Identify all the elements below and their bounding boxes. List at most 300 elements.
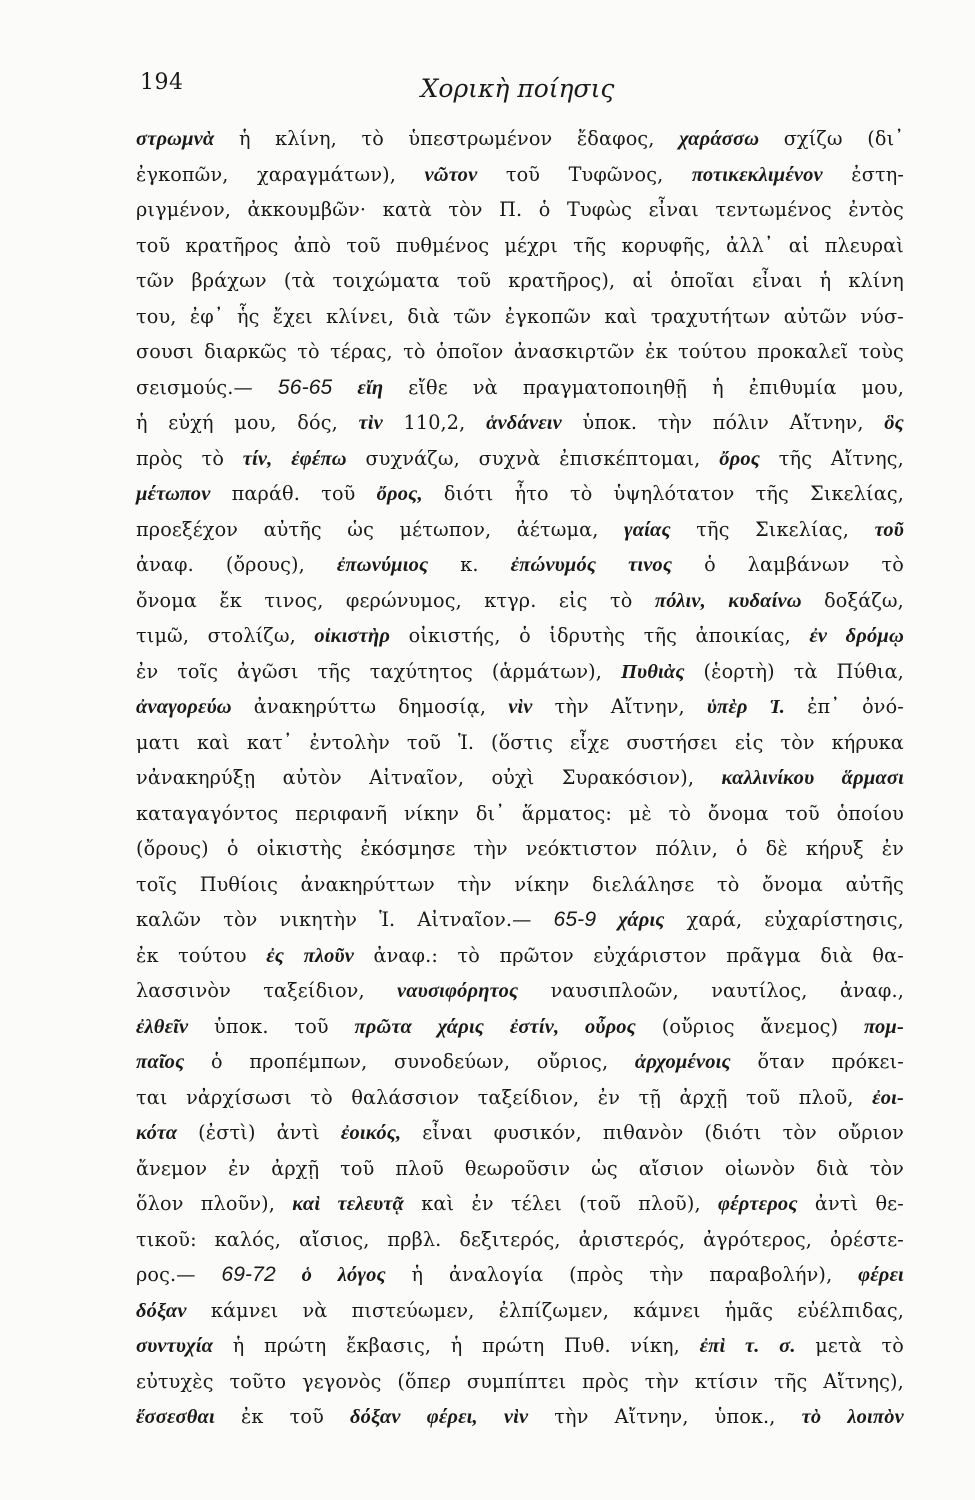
word: ἐκ: [136, 943, 159, 967]
word: τὸ: [716, 872, 740, 896]
word: μέτωπον,: [399, 517, 492, 541]
word: Συρακόσιον),: [561, 766, 695, 789]
word: (ὄρους): [136, 837, 209, 860]
word: τοῦ: [785, 801, 820, 825]
word: (ἐστὶ): [198, 1121, 256, 1144]
word: (ὅστις: [491, 730, 553, 754]
word: μου,: [234, 411, 277, 434]
word: Αἴτνης,: [830, 446, 904, 470]
word: (ἁρμάτων),: [491, 659, 603, 683]
word: μὲ: [628, 801, 652, 825]
word: ἐπιθυμία: [748, 375, 837, 399]
lemma-word: χαράσσω: [679, 128, 760, 150]
word: Πυθ.: [564, 1334, 611, 1357]
word: τεντωμένος: [715, 198, 832, 221]
word: ὁποῖον: [436, 340, 504, 363]
lemma-word: ἐπὶ: [699, 1335, 726, 1357]
text-line: [136, 660, 904, 696]
word: τὴν: [473, 837, 508, 860]
word: ἀκκουμβῶν·: [247, 198, 367, 221]
line-reference: 56-65: [277, 375, 333, 399]
word: τὴν: [657, 411, 693, 434]
word: παραβολήν),: [709, 1263, 833, 1286]
lemma-word: νὶν: [508, 696, 533, 718]
word: δεξιτερός,: [459, 1227, 561, 1251]
word: τὸ: [201, 446, 225, 470]
word: λασσινὸν: [136, 979, 231, 1002]
word: εὐχαρίστησις,: [764, 908, 904, 931]
word: τὸ: [881, 553, 904, 576]
text-line: [136, 1015, 904, 1051]
text-line: [136, 376, 904, 412]
word: ὄνομα: [707, 801, 769, 825]
word: ἧς: [236, 304, 260, 328]
lemma-word: κότα: [136, 1122, 178, 1144]
lemma-word: πομ-: [863, 1015, 904, 1038]
word: ἀέτωμα,: [516, 517, 599, 541]
word: ὁ: [538, 198, 551, 221]
word: ἐκ: [240, 1405, 264, 1428]
word: ὑποκ.: [582, 411, 638, 434]
word: (τὰ: [283, 269, 316, 292]
word: ἐστη-: [851, 162, 904, 186]
word: ὁ: [704, 553, 716, 576]
word: ἀρχῇ: [271, 1156, 320, 1180]
lemma-word: φέρει: [858, 1264, 904, 1286]
word: κήρυξ: [805, 837, 864, 860]
word: νύσ-: [860, 304, 904, 328]
word: ναυτίλος,: [711, 979, 808, 1002]
text-line: [136, 624, 904, 660]
text-line: [136, 234, 904, 270]
word: οἰκιστὴς: [256, 837, 343, 860]
word: ἔδαφος,: [576, 127, 655, 150]
word: ὁποῖαι: [670, 269, 735, 292]
word: τοῦ: [346, 233, 381, 257]
word: πλοῦ,: [798, 1085, 854, 1109]
word: κατὰ: [382, 198, 432, 221]
word: ἔκβασις,: [346, 1334, 432, 1357]
word: τὸ: [881, 1334, 904, 1357]
word: συνοδεύων,: [394, 1050, 511, 1073]
word: ὁποίου: [836, 801, 904, 825]
word: τῆς: [317, 659, 351, 683]
lemma-word: τίν,: [242, 447, 273, 470]
word: νεόκτιστον: [525, 837, 638, 860]
word: τοῦτο: [229, 1369, 287, 1393]
word: θα-: [872, 943, 904, 967]
lemma-word: ἐφέπω: [291, 447, 347, 470]
word: τὴν: [554, 695, 589, 718]
text-line: [136, 447, 904, 483]
lemma-word: τὶν: [358, 412, 383, 434]
word: ἀναφ.,: [839, 979, 904, 1002]
word: Π.: [499, 198, 523, 221]
lemma-word: ἔσσεσθαι: [136, 1406, 215, 1428]
lemma-word: ἐς: [266, 944, 285, 967]
word: καὶ: [197, 730, 230, 754]
word: ὡς: [591, 1156, 618, 1180]
word: ἡ: [232, 1334, 245, 1357]
lemma-word: γαίας: [624, 518, 671, 541]
word: πραγματοποιηθῇ: [522, 375, 688, 399]
word: ὄνομα: [762, 872, 824, 896]
text-line: [136, 766, 904, 802]
word: δοξάζω,: [824, 588, 904, 612]
word: ἦτο: [514, 482, 549, 505]
word: του,: [136, 304, 177, 328]
text-line: [136, 340, 904, 376]
word: ματι: [136, 730, 181, 754]
word: (τοῦ: [579, 1192, 622, 1215]
lemma-word: κυδαίνω: [728, 589, 802, 612]
word: πρώτη: [264, 1334, 327, 1357]
text-line: [136, 305, 904, 341]
word: οὐχὶ: [491, 766, 535, 789]
word: καλῶν: [136, 908, 202, 931]
word: (ἑορτὴ): [703, 659, 775, 683]
word: πυθμένος: [395, 233, 490, 257]
word: Ἱ.: [379, 908, 396, 931]
word: τούτου: [178, 943, 247, 967]
word: διότι: [443, 482, 494, 505]
word: Αἴτνης),: [823, 1369, 904, 1393]
word: κτγρ.: [484, 588, 537, 612]
lemma-word: δόξαν: [349, 1406, 401, 1428]
lemma-word: ἐλθεῖν: [136, 1015, 189, 1038]
lemma-word: ἀναγορεύω: [136, 696, 232, 718]
word: φερώνυμος,: [345, 588, 462, 612]
word: ὡς: [347, 517, 374, 541]
word: τῆς: [778, 446, 813, 470]
word: ὑποκ.,: [714, 1405, 776, 1428]
text-line: [136, 269, 904, 305]
word: θεωροῦσιν: [464, 1156, 571, 1180]
lemma-word: ὄρος,: [376, 483, 423, 505]
word: κλίνη,: [275, 127, 337, 150]
word: ταξείδιον,: [477, 1085, 580, 1109]
word: Σικελίας,: [810, 482, 904, 505]
word: ὑπεστρωμένον: [408, 127, 553, 150]
word: χαραγμάτων),: [257, 162, 397, 186]
word: κορυφῆς,: [621, 233, 712, 257]
text-line: [136, 731, 904, 767]
text-line: [136, 411, 904, 447]
word: τέλει: [510, 1192, 562, 1215]
word: ἐν: [136, 659, 159, 683]
word: τοῦ: [456, 269, 492, 292]
word: ἀνακηρύττω: [253, 695, 377, 718]
word: ἡ: [819, 269, 832, 292]
word: εἶναι: [422, 1121, 473, 1144]
word: κτίσιν: [694, 1369, 759, 1393]
word: ἐν: [881, 837, 904, 860]
text-line: [136, 1334, 904, 1370]
word: θαλάσσιον: [351, 1085, 460, 1109]
word: τὸν: [223, 908, 258, 931]
word: 110,2,: [403, 411, 466, 434]
word: καλός,: [214, 1227, 282, 1251]
word: Αἴτνην,: [610, 695, 685, 718]
word: οἰωνὸν: [724, 1156, 796, 1180]
word: χαρά,: [686, 908, 743, 931]
word: πρώτη: [482, 1334, 545, 1357]
running-title: Χορικὴ ποίησις: [420, 74, 615, 103]
word: τὸ: [361, 127, 384, 150]
word: ἅρματος:: [521, 801, 612, 825]
lemma-word: ἐστίν,: [509, 1015, 560, 1038]
lemma-word: τὸ: [801, 1406, 822, 1428]
text-line: [136, 589, 904, 625]
lemma-word: τοῦ: [874, 518, 904, 541]
text-line: [136, 127, 904, 163]
word: τινος,: [264, 588, 324, 612]
word: τὴν: [649, 1263, 684, 1286]
word: εὐτυχὲς: [136, 1369, 214, 1393]
word: τὸν: [869, 1156, 904, 1180]
word: Αἰτναῖον,: [369, 766, 465, 789]
word: κατ᾽: [246, 730, 293, 754]
word: τιμῶ,: [136, 624, 190, 647]
word: ἀγῶσι: [237, 659, 299, 683]
word: δι᾽: [475, 801, 505, 825]
word: τὸ: [609, 588, 633, 612]
lemma-word: χάρις: [618, 909, 665, 931]
page-number: 194: [140, 70, 184, 95]
text-line: [136, 908, 904, 944]
word: πρβλ.: [387, 1227, 442, 1251]
word: Πύθια,: [836, 659, 904, 683]
text-line: [136, 553, 904, 589]
text-line: [136, 1370, 904, 1406]
lemma-word: φέρτερος: [718, 1193, 798, 1215]
lemma-word: δρόμῳ: [845, 625, 904, 647]
text-line: [136, 695, 904, 731]
word: ὅταν: [757, 1050, 805, 1073]
word: Ἱ.: [457, 730, 475, 754]
word: τέρας,: [330, 340, 393, 363]
word: διὰ: [407, 304, 440, 328]
word: τοῦ: [294, 1014, 329, 1038]
lemma-word: φέρει,: [426, 1406, 478, 1428]
lemma-word: νῶτον: [424, 163, 478, 186]
lemma-word: ἐοι-: [872, 1086, 904, 1109]
word: τοῦ: [321, 482, 356, 505]
word: τοὺς: [858, 340, 904, 363]
word: (πρὸς: [569, 1263, 624, 1286]
lemma-word: χάρις: [437, 1015, 485, 1038]
word: (οὔριος: [661, 1014, 735, 1038]
word: νἀνακηρύξῃ: [136, 766, 256, 789]
lemma-word: λοιπὸν: [847, 1406, 904, 1428]
word: τῶν: [136, 269, 175, 292]
word: ἐντὸς: [848, 198, 904, 221]
word: (δι᾽: [867, 127, 904, 150]
word: θε-: [875, 1192, 904, 1215]
lemma-word: Ἱ.: [769, 696, 786, 718]
word: εἶναι: [648, 198, 699, 221]
word: δὲ: [765, 837, 788, 860]
word: αὐτῆς: [263, 517, 322, 541]
word: ὁ: [211, 1050, 223, 1073]
word: πόλιν: [712, 411, 769, 434]
lemma-word: πλοῦν: [303, 944, 354, 967]
word: κρατῆρος),: [508, 269, 616, 292]
word: προεξέχον: [136, 517, 239, 541]
word: καὶ: [421, 1192, 455, 1215]
word: (διότι: [704, 1121, 762, 1144]
lemma-word: πρῶτα: [354, 1015, 412, 1038]
word: ἐπισκέπτομαι,: [559, 446, 701, 470]
lemma-word: πόλιν,: [654, 589, 706, 612]
text-line: [136, 837, 904, 873]
word: τὸ: [569, 482, 593, 505]
word: Σικελίας,: [755, 517, 849, 541]
text-line: [136, 979, 904, 1015]
text-line: [136, 1263, 904, 1299]
lemma-word: ὑπὲρ: [706, 696, 748, 718]
word: τὴν: [457, 872, 492, 896]
word: γεγονὸς: [302, 1369, 382, 1393]
word: τὰ: [793, 659, 818, 683]
lemma-word: ὁ: [301, 1264, 312, 1286]
word: οἰκιστής,: [408, 624, 501, 647]
word: τὴν: [644, 1369, 680, 1393]
word: νίκην: [403, 801, 460, 825]
word: ἐντολὴν: [309, 730, 390, 754]
word: ἀποικίας,: [695, 624, 791, 647]
word: πλοῦν),: [200, 1192, 276, 1215]
word: ἐκ: [645, 340, 668, 363]
lemma-word: ἐπωνύμιος: [336, 554, 429, 576]
word: τὸ: [297, 340, 320, 363]
text-line: [136, 1299, 904, 1335]
word: νἀρχίσωσι: [186, 1085, 292, 1109]
word: ἀντὶ: [814, 1192, 859, 1215]
word: ἀντὶ: [276, 1121, 320, 1144]
word: ἡ: [450, 1334, 463, 1357]
word: ἔχει: [272, 304, 313, 328]
word: σεισμούς.—: [136, 375, 253, 399]
word: πρὸς: [582, 1369, 629, 1393]
word: εὐέλπιδας,: [797, 1298, 904, 1322]
word: προκαλεῖ: [757, 340, 849, 363]
word: ἐν: [471, 1192, 494, 1215]
word: Αἰτναῖον.—: [417, 908, 532, 931]
lemma-word: ἐπώνυμός: [510, 554, 597, 576]
lemma-word: δόξαν: [136, 1299, 187, 1322]
word: σουσι: [136, 340, 194, 363]
text-line: [136, 1405, 904, 1441]
word: ὄνομα: [136, 588, 197, 612]
word: ὑποκ.: [214, 1014, 269, 1038]
word: ἀριστερός,: [578, 1227, 686, 1251]
lemma-word: Πυθιὰς: [620, 660, 685, 683]
word: κρατῆρος: [185, 233, 279, 257]
lemma-word: οἰκιστὴρ: [314, 625, 391, 647]
word: ἀναφ.: [136, 553, 194, 576]
word: πρᾶγμα: [726, 943, 801, 967]
word: ὁ: [519, 624, 531, 647]
word: οὔριος,: [536, 1050, 609, 1073]
word: τὸ: [310, 1085, 333, 1109]
word: τὸν: [448, 198, 483, 221]
word: τῇ: [638, 1085, 661, 1109]
word: ἐν: [228, 1156, 251, 1180]
word: συχνάζω,: [365, 446, 460, 470]
lemma-word: τελευτᾷ: [337, 1193, 405, 1215]
word: τὴν: [554, 1405, 589, 1428]
word: δημοσίᾳ,: [398, 695, 487, 718]
word: ἐπ᾽: [807, 695, 841, 718]
lemma-word: τινος: [628, 554, 673, 576]
lemma-word: οὖρος: [584, 1015, 636, 1038]
word: τοῦ: [136, 233, 171, 257]
word: αἱ: [632, 269, 654, 292]
word: ἀρχῇ: [679, 1085, 728, 1109]
word: λαμβάνων: [747, 553, 850, 576]
word: Αἴτνην,: [614, 1405, 689, 1428]
word: προπέμπων,: [249, 1050, 368, 1073]
word: ἐφ᾽: [189, 304, 224, 328]
word: τὸν: [780, 730, 815, 754]
word: νικητὴν: [279, 908, 358, 931]
word: τοῖς: [136, 872, 178, 896]
lemma-word: ποτικεκλιμένον: [691, 163, 823, 186]
word: Αἴτνην,: [789, 411, 864, 434]
word: τοῦ: [406, 730, 442, 754]
word: ἄνεμον: [136, 1156, 208, 1180]
word: ἀλλ᾽: [726, 233, 774, 257]
word: ἐκόσμησε: [360, 837, 456, 860]
lemma-word: συντυχία: [136, 1335, 214, 1357]
word: εἶναι: [752, 269, 803, 292]
word: τὸν: [782, 1121, 817, 1144]
text-line: [136, 1121, 904, 1157]
lemma-word: ἅρμασι: [841, 767, 904, 789]
word: πρῶτον: [499, 943, 574, 967]
word: αἴσιος,: [298, 1227, 370, 1251]
word: ἡ: [238, 127, 251, 150]
word: τοῖς: [177, 659, 219, 683]
word: τὸ: [403, 340, 426, 363]
word: στολίζω,: [207, 624, 296, 647]
word: φυσικόν,: [493, 1121, 582, 1144]
commentary-text: [136, 127, 904, 1441]
word: τῆς: [643, 624, 678, 647]
lemma-word: καλλινίκου: [721, 767, 815, 789]
word: ταξείδιον,: [263, 979, 365, 1002]
word: διὰ: [816, 1156, 849, 1180]
word: εἶχε: [569, 730, 610, 754]
word: νίκη,: [630, 1334, 680, 1357]
word: τοῦ: [289, 1405, 324, 1428]
lemma-word: ναυσιφόρητος: [397, 980, 519, 1002]
lemma-word: ἀρχομένοις: [634, 1051, 731, 1073]
text-line: [136, 1192, 904, 1228]
word: κήρυκα: [831, 730, 904, 754]
word: τοιχώματα: [332, 269, 440, 292]
lemma-word: λόγος: [337, 1264, 386, 1286]
word: ἀναλογία: [448, 1263, 544, 1286]
word: ὀνό-: [862, 695, 904, 718]
text-line: [136, 163, 904, 199]
word: ἀνακηρύττων: [300, 872, 435, 896]
lemma-word: εἴη: [357, 376, 384, 399]
word: διελάλησε: [592, 872, 695, 896]
text-line: [136, 1086, 904, 1122]
lemma-word: στρωμνὰ: [136, 128, 215, 150]
